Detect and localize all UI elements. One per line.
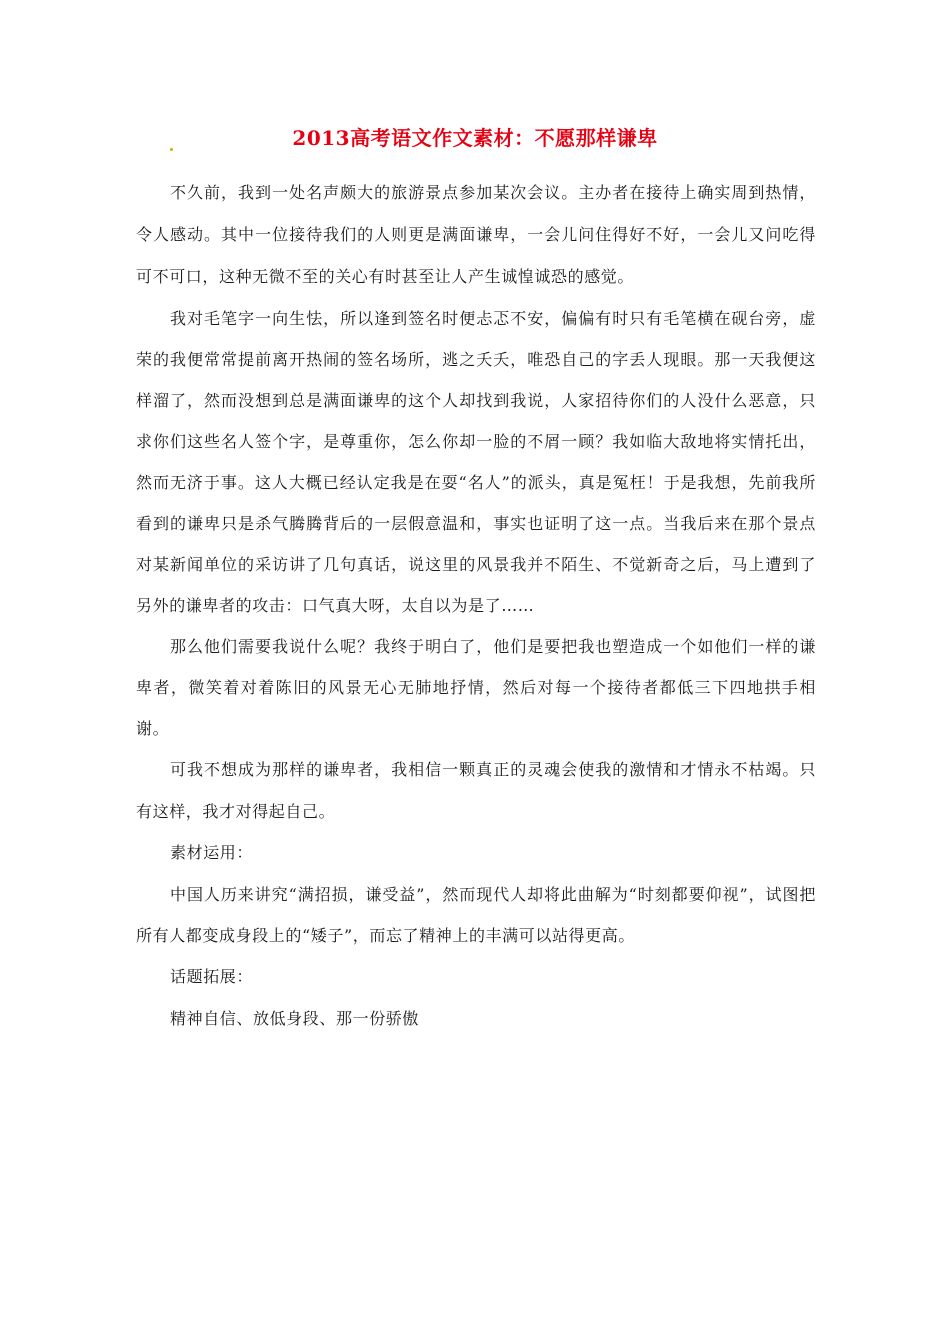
document-title: 2013高考语文作文素材：不愿那样谦卑	[292, 126, 658, 150]
paragraph-1: 不久前，我到一处名声颇大的旅游景点参加某次会议。主办者在接待上确实周到热情，令人感动。其中一位接待我们的人则更是满面谦卑，一会儿问住得好不好，一会儿又问吃得可不可口，这种无微不至的关心有时甚至让人产生诚惶诚恐的感觉。	[136, 183, 816, 286]
document-body	[136, 172, 816, 1039]
material-label: 素材运用：	[170, 843, 254, 862]
paragraph-3: 那么他们需要我说什么呢？我终于明白了，他们是要把我也塑造成一个如他们一样的谦卑者，微笑着对着陈旧的风景无心无肺地抒情，然后对每一个接待者都低三下四地拱手相谢。	[136, 637, 816, 738]
material-text: 中国人历来讲究“满招损，谦受益”，然而现代人却将此曲解为“时刻都要仰视”，试图把所有人都变成身段上的“矮子”，而忘了精神上的丰满可以站得更高。	[136, 884, 816, 945]
topic-text: 精神自信、放低身段、那一份骄傲	[170, 1008, 420, 1028]
topic-label: 话题拓展：	[170, 967, 254, 987]
paragraph-4: 可我不想成为那样的谦卑者，我相信一颗真正的灵魂会使我的激情和才情永不枯竭。只有这样，我才对得起自己。	[136, 760, 816, 821]
paragraph-2: 我对毛笔字一向生怯，所以逢到签名时便忐忑不安，偏偏有时只有毛笔横在砚台旁，虚荣的我便常常提前离开热闹的签名场所，逃之夭夭，唯恐自己的字丢人现眼。那一天我便这样溜了，然而没想到总是满面谦卑的这个人却找到我说，人家招待你们的人没什么恶意，只求你们这些名人签个字，是尊重你，怎么你却一脸的不屑一顾？我如临大敌地将实情托出，然而无济于事。这人大概已经认定我是在耍“名人”的派头，真是冤枉！于是我想，先前我所看到的谦卑只是杀气腾腾背后的一层假意温和，事实也证明了这一点。当我后来在那个景点对某新闻单位的采访讲了几句真话，说这里的风景我并不陌生、不觉新奇之后，马上遭到了另外的谦卑者的攻击：口气真大呀，太自以为是了……	[136, 309, 816, 615]
